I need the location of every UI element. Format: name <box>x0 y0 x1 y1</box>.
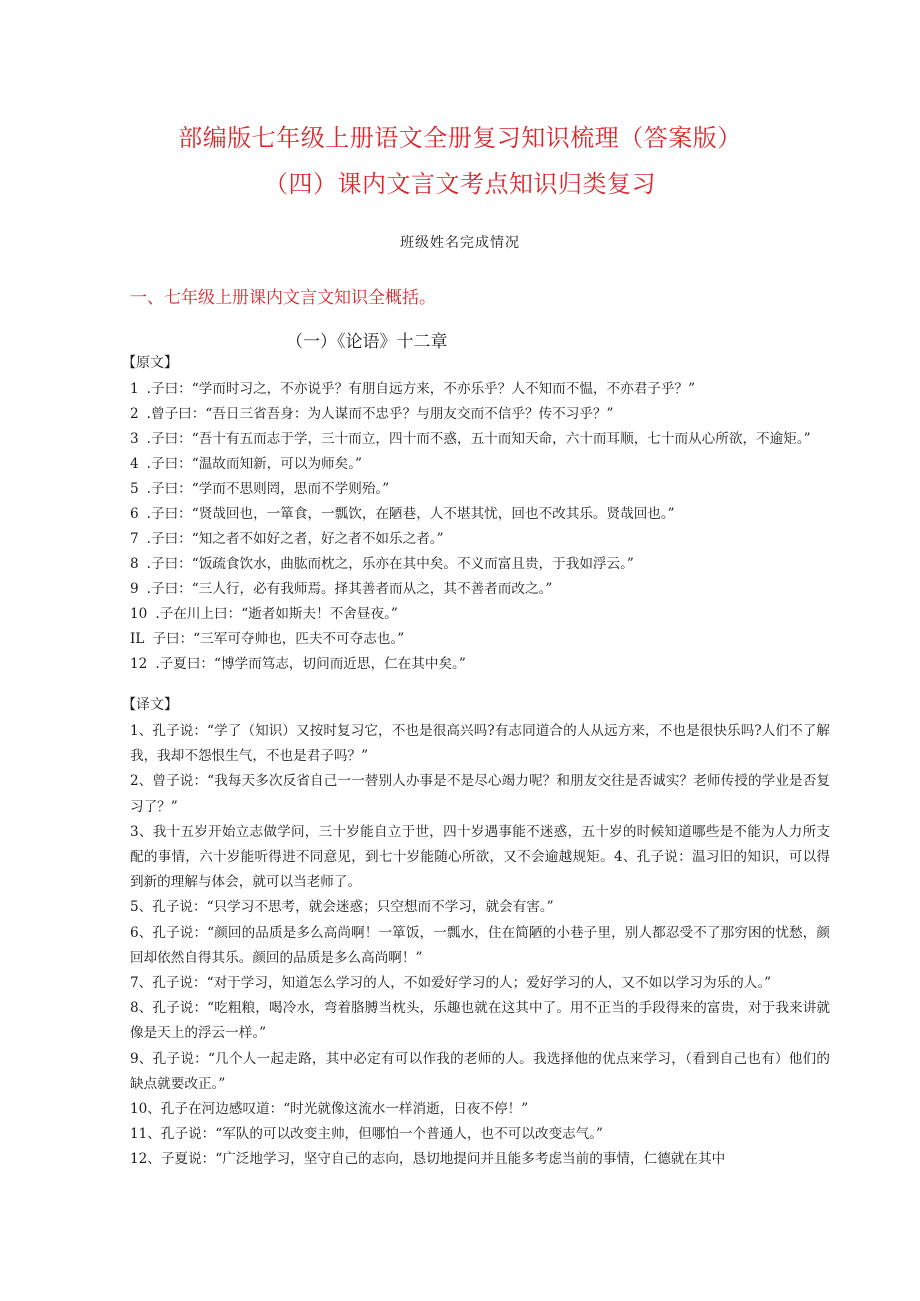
item-text: .子曰：“饭疏食饮水，曲肱而枕之，乐亦在其中矣。不义而富且贵，于我如浮云。” <box>146 556 634 572</box>
original-text-item <box>130 502 830 527</box>
class-name-status-line: 班级姓名完成情况 <box>400 235 520 251</box>
original-text-item <box>130 652 830 677</box>
translation-item: 1、孔子说：“学了（知识）又按时复习它，不也是很高兴吗?有志同道合的人从远方来，不也是很快乐吗?人们不了解我，我却不怨恨生气，不也是君子吗？” <box>130 723 830 765</box>
item-text: .子曰：“温故而知新，可以为师矣。” <box>146 456 362 472</box>
chapter-heading: （一）《论语》十二章 <box>286 332 448 352</box>
item-text: .子曰：“知之者不如好之者，好之者不如乐之者。” <box>146 531 444 547</box>
item-number: 7 <box>130 531 139 547</box>
translation-item: 12、子夏说：“广泛地学习，坚守自己的志向，恳切地提问并且能多考虑当前的事情，仁德就在其中 <box>130 1151 726 1168</box>
item-number: IL <box>130 631 145 647</box>
translation-item: 11、孔子说：“军队的可以改变主帅，但哪怕一个普通人，也不可以改变志气。” <box>130 1126 603 1143</box>
translation-list <box>130 719 830 1173</box>
item-text: 子曰：“三军可夺帅也，匹夫不可夺志也。” <box>152 631 405 647</box>
original-text-item <box>130 602 830 627</box>
item-number: 1 <box>130 381 139 397</box>
item-text: .子在川上曰：“逝者如斯夫！不舍昼夜。” <box>155 606 398 622</box>
original-text-item <box>130 477 830 502</box>
original-text-item <box>130 527 830 552</box>
item-number: 2 <box>130 406 139 422</box>
item-text: .子曰：“学而不思则罔，思而不学则殆。” <box>146 481 390 497</box>
item-number: 8 <box>130 556 139 572</box>
section-heading: 一、七年级上册课内文言文知识全概括。 <box>130 288 436 308</box>
translation-item: 5、孔子说：“只学习不思考，就会迷惑；只空想而不学习，就会有害。” <box>130 899 554 916</box>
original-text-item <box>130 627 830 652</box>
item-text: .子曰：“三人行，必有我师焉。择其善者而从之，其不善者而改之。” <box>146 581 553 597</box>
original-text-item <box>130 577 830 602</box>
translation-item: 6、孔子说：“颜回的品质是多么高尚啊！一箪饭，一瓢水，住在简陋的小巷子里，别人都忍受不了那穷困的忧愁，颜回却依然自得其乐。颜回的品质是多么高尚啊！” <box>130 924 830 966</box>
original-text-item <box>130 452 830 477</box>
original-text-label: 【原文】 <box>122 355 178 371</box>
original-text-item <box>130 427 830 452</box>
item-number: 12 <box>130 656 148 672</box>
translation-label: 【译文】 <box>122 697 178 713</box>
item-number: 5 <box>130 481 139 497</box>
document-subtitle: （四）课内文言文考点知识归类复习 <box>264 170 656 198</box>
item-number: 4 <box>130 456 139 472</box>
item-number: 10 <box>130 606 148 622</box>
item-text: .子曰：“吾十有五而志于学，三十而立，四十而不惑，五十而知天命，六十而耳顺，七十而从心所欲，不逾矩。” <box>146 431 811 447</box>
original-text-list <box>130 377 830 677</box>
translation-item: 9、孔子说：“几个人一起走路，其中必定有可以作我的老师的人。我选择他的优点来学习，（看到自己也有）他们的缺点就要改正。” <box>130 1050 830 1092</box>
original-text-item <box>130 377 830 402</box>
item-number: 6 <box>130 506 139 522</box>
translation-item: 3、我十五岁开始立志做学问，三十岁能自立于世，四十岁遇事能不迷惑，五十岁的时候知道哪些是不能为人力所支配的事情，六十岁能听得进不同意见，到七十岁能随心所欲，又不会逾越规矩。4、孔子说：温习旧的知识，可以得到新的理解与体会，就可以当老师了。 <box>130 823 830 891</box>
item-text: .曾子曰：“吾日三省吾身：为人谋而不忠乎？与朋友交而不信乎？传不习乎？” <box>146 406 614 422</box>
document-title: 部编版七年级上册语文全册复习知识梳理（答案版） <box>178 124 742 152</box>
translation-item: 7、孔子说：“对于学习，知道怎么学习的人，不如爱好学习的人；爱好学习的人，又不如以学习为乐的人。” <box>130 975 772 992</box>
translation-item: 10、孔子在河边感叹道：“时光就像这流水一样消逝，日夜不停！” <box>130 1101 529 1118</box>
translation-item: 2、曾子说：“我每天多次反省自己一一替别人办事是不是尽心竭力呢？和朋友交往是否诚实？老师传授的学业是否复习了？” <box>130 773 830 815</box>
item-text: .子曰：“贤哉回也，一箪食，一瓢饮，在陋巷，人不堪其忧，回也不改其乐。贤哉回也。” <box>146 506 675 522</box>
original-text-item <box>130 552 830 577</box>
item-number: 3 <box>130 431 139 447</box>
item-text: .子曰：“学而时习之，不亦说乎？有朋自远方来，不亦乐乎？人不知而不愠，不亦君子乎？” <box>146 381 696 397</box>
item-text: .子夏曰：“博学而笃志，切问而近思，仁在其中矣。” <box>155 656 466 672</box>
original-text-item <box>130 402 830 427</box>
translation-item: 8、孔子说：“吃粗粮，喝冷水，弯着胳膊当枕头，乐趣也就在这其中了。用不正当的手段得来的富贵，对于我来讲就像是天上的浮云一样。” <box>130 1000 830 1042</box>
item-number: 9 <box>130 581 139 597</box>
